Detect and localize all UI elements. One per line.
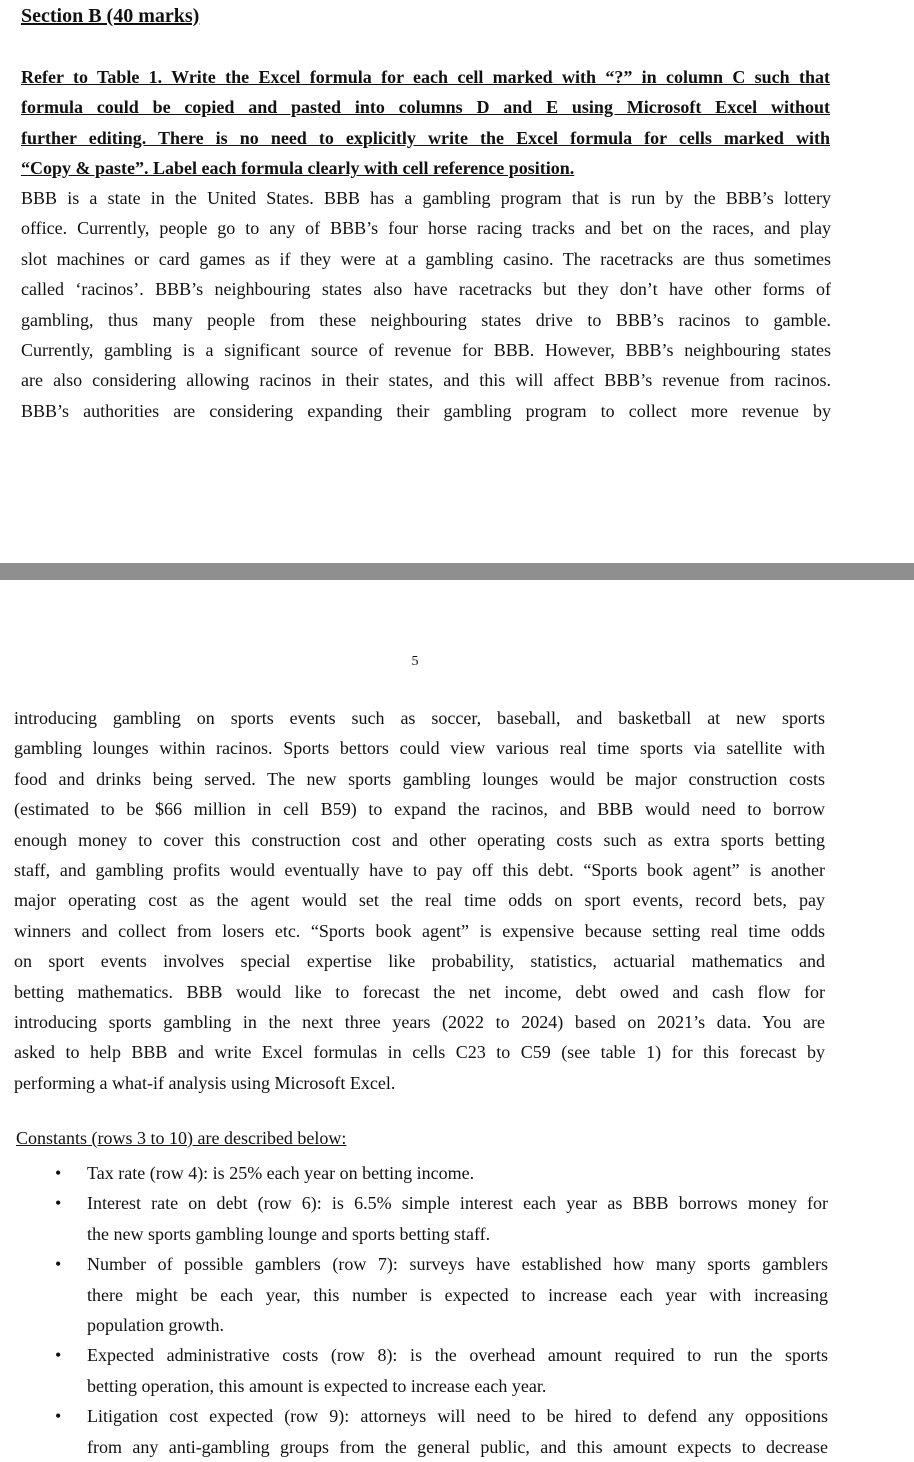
list-item (0, 1188, 828, 1249)
paragraph-line: slot machines or card games as if they were at a gambling casino. The racetracks are thus sometimes (21, 248, 831, 269)
paragraph-line: winners and collect from losers etc. “Sports book agent” is expensive because setting real time odds (14, 920, 825, 941)
constants-list (0, 1158, 914, 1462)
bullet-line: there might be each year, this number is expected to increase each year with increasing (87, 1284, 828, 1305)
instruction-line: formula could be copied and pasted into columns D and E using Microsoft Excel without (21, 97, 830, 118)
paragraph-line: Currently, gambling is a significant source of revenue for BBB. However, BBB’s neighbouring states (21, 339, 831, 360)
bullet-icon: • (55, 1406, 62, 1427)
paragraph-line: BBB is a state in the United States. BBB has a gambling program that is run by the BBB’s lottery (21, 188, 831, 208)
bullet-line: Number of possible gamblers (row 7): surveys have established how many sports gamblers (87, 1254, 828, 1275)
page-number: 5 (411, 654, 419, 669)
instruction-line: Refer to Table 1. Write the Excel formula for each cell marked with “?” in column C such that (21, 67, 830, 87)
bullet-line: from any anti-gambling groups from the general public, and this amount expects to decrease (87, 1436, 828, 1457)
list-item (0, 1158, 828, 1188)
constants-heading: Constants (rows 3 to 10) are described below: (16, 1128, 347, 1148)
section-title: Section B (40 marks) (21, 5, 200, 27)
paragraph-continued (14, 703, 825, 1098)
instruction-line: further editing. There is no need to explicitly write the Excel formula for cells marked with (21, 127, 830, 148)
paragraph-line: office. Currently, people go to any of BBB’s four horse racing tracks and bet on the races, and play (21, 218, 831, 239)
paragraph-line: introducing gambling on sports events such as soccer, baseball, and basketball at new sports (14, 708, 825, 728)
list-item (0, 1401, 828, 1462)
bullet-icon: • (55, 1345, 62, 1366)
paragraph-line: are also considering allowing racinos in their states, and this will affect BBB’s revenue from racinos. (21, 370, 831, 391)
paragraph-line: staff, and gambling profits would eventually have to pay off this debt. “Sports book agent” is another (14, 859, 825, 880)
paragraph-line: gambling, thus many people from these neighbouring states drive to BBB’s racinos to gamble. (21, 309, 831, 330)
bullet-line: Expected administrative costs (row 8): is the overhead amount required to run the sports (87, 1345, 828, 1366)
paragraph-line: major operating cost as the agent would set the real time odds on sport events, record bets, pay (14, 890, 825, 911)
list-item (0, 1340, 828, 1401)
bullet-line: population growth. (87, 1314, 224, 1335)
paragraph-line: introducing sports gambling in the next three years (2022 to 2024) based on 2021’s data. You are (14, 1011, 825, 1032)
bullet-line: Litigation cost expected (row 9): attorneys will need to be hired to defend any oppositions (87, 1406, 828, 1427)
paragraph-line: betting mathematics. BBB would like to forecast the net income, debt owed and cash flow for (14, 981, 825, 1002)
bullet-line: Tax rate (row 4): is 25% each year on betting income. (87, 1163, 475, 1183)
bullet-line: the new sports gambling lounge and sports betting staff. (87, 1223, 491, 1244)
page-break-divider (0, 563, 914, 580)
paragraph-line: BBB’s authorities are considering expanding their gambling program to collect more revenue by (21, 400, 831, 421)
bullet-icon: • (55, 1193, 62, 1214)
paragraph-line: food and drinks being served. The new sports gambling lounges would be major construction costs (14, 768, 825, 789)
list-item (0, 1249, 828, 1340)
paragraph-line: gambling lounges within racinos. Sports bettors could view various real time sports via satellite with (14, 738, 825, 759)
instructions-block (21, 62, 830, 184)
paragraph-line: on sport events involves special expertise like probability, statistics, actuarial mathematics and (14, 951, 825, 972)
paragraph-line: called ‘racinos’. BBB’s neighbouring states also have racetracks but they don’t have other forms of (21, 279, 831, 300)
bullet-icon: • (55, 1254, 62, 1275)
paragraph-line: (estimated to be $66 million in cell B59) to expand the racinos, and BBB would need to borrow (14, 799, 825, 820)
bullet-icon: • (55, 1163, 62, 1183)
paragraph-line: performing a what-if analysis using Microsoft Excel. (14, 1072, 396, 1093)
instruction-line: “Copy & paste”. Label each formula clearly with cell reference position. (21, 158, 575, 179)
paragraph-intro (21, 183, 831, 426)
paragraph-line: enough money to cover this construction cost and other operating costs such as extra sports betting (14, 829, 825, 850)
page-upper (0, 0, 914, 563)
bullet-line: betting operation, this amount is expected to increase each year. (87, 1375, 547, 1396)
bullet-line: Interest rate on debt (row 6): is 6.5% simple interest each year as BBB borrows money for (87, 1193, 828, 1214)
paragraph-line: asked to help BBB and write Excel formulas in cells C23 to C59 (see table 1) for this forecast by (14, 1042, 825, 1063)
